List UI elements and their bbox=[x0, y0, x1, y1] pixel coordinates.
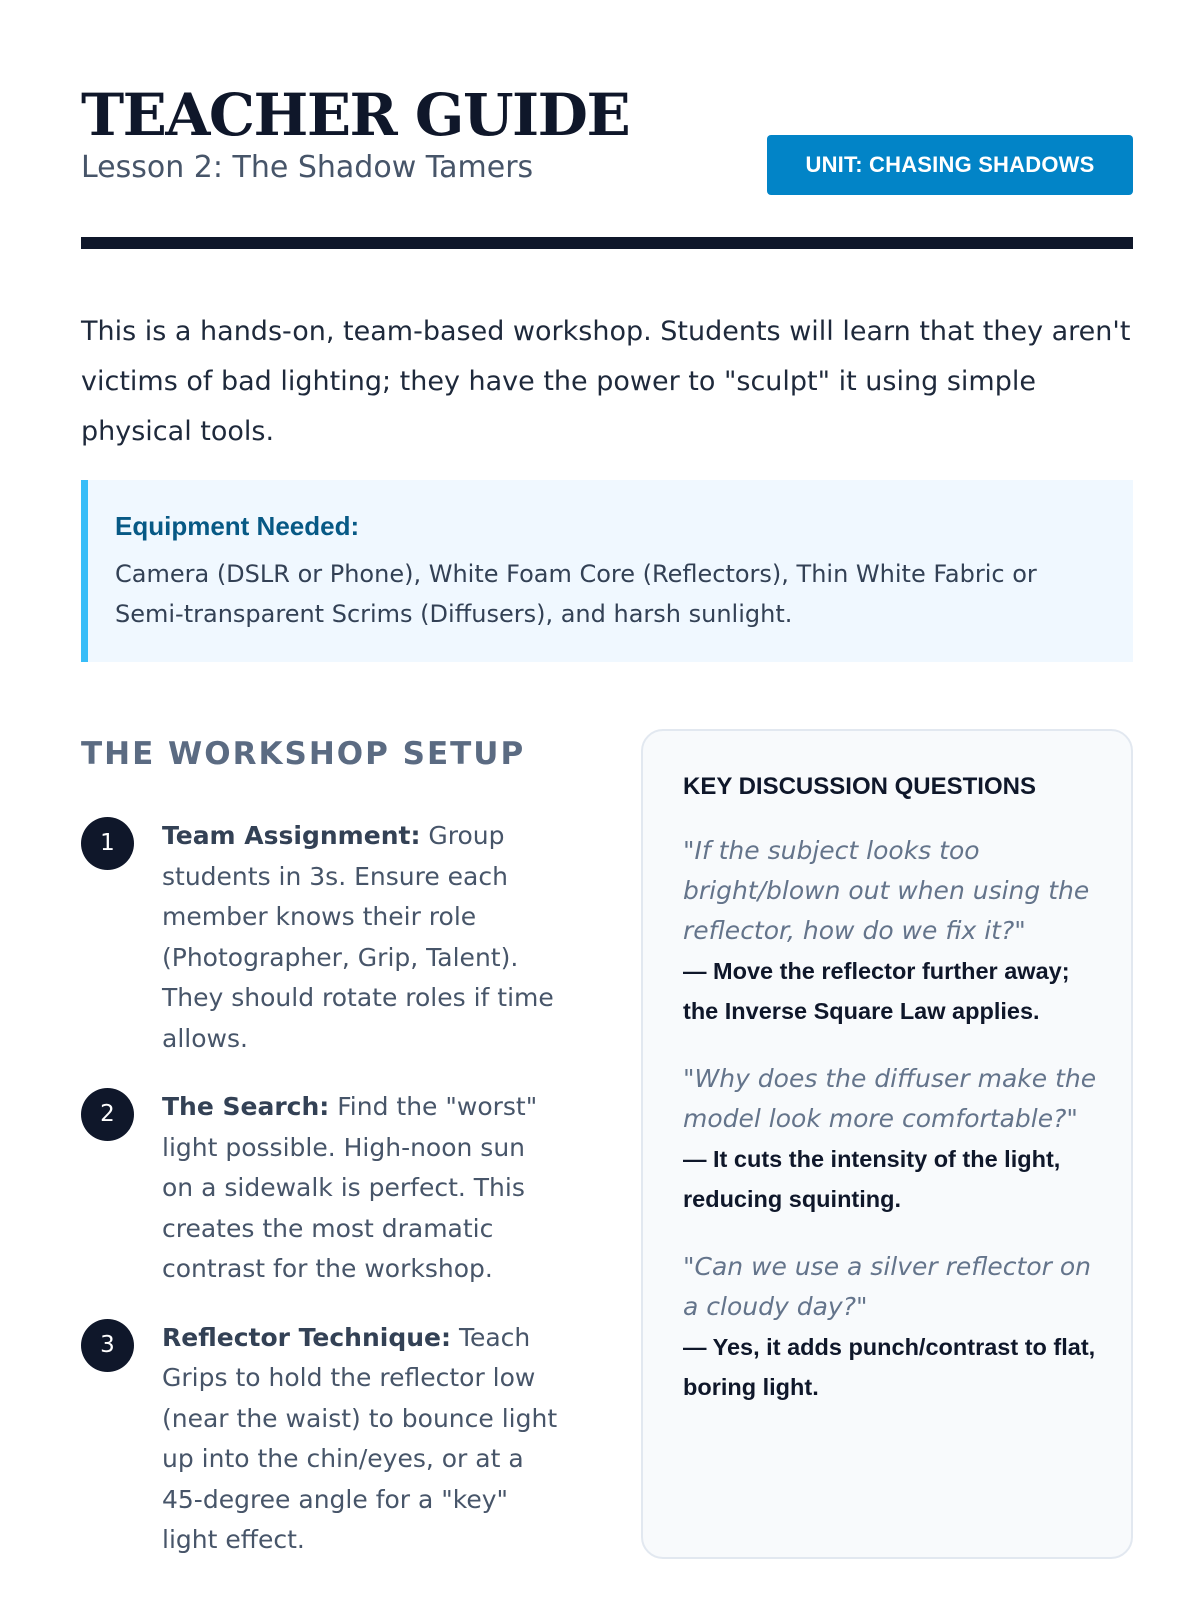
step-number-badge: 2 bbox=[81, 1088, 134, 1141]
setup-steps bbox=[81, 816, 561, 1561]
teacher-guide-page bbox=[81, 81, 1133, 1554]
setup-title: THE WORKSHOP SETUP bbox=[81, 736, 526, 772]
lesson-subtitle: Lesson 2: The Shadow Tamers bbox=[81, 150, 534, 185]
question-text: "Why does the diffuser make the model look more comfortable?" bbox=[683, 1064, 1097, 1133]
workshop-setup-section bbox=[81, 734, 561, 1589]
step-label: Team Assignment: bbox=[162, 821, 421, 850]
question-item-1 bbox=[683, 831, 1101, 1031]
header bbox=[81, 82, 1133, 232]
intro-paragraph: This is a hands-on, team-based workshop. Students will learn that they aren't victims of bad lighting; they have the power to "sculpt" it using simple physical tools. bbox=[81, 316, 1131, 447]
step-text: Group students in 3s. Ensure each member knows their role (Photographer, Grip, Talent). They should rotate roles if time allows. bbox=[162, 821, 554, 1053]
step-text: Find the "worst" light possible. High-noon sun on a sidewalk is perfect. This creates the most dramatic contrast for the workshop. bbox=[162, 1092, 538, 1283]
step-item-1 bbox=[81, 816, 561, 1059]
step-number-badge: 1 bbox=[81, 817, 134, 870]
question-answer: — Yes, it adds punch/contrast to flat, boring light. bbox=[683, 1334, 1096, 1400]
discussion-questions-card bbox=[641, 729, 1133, 1559]
unit-badge: UNIT: CHASING SHADOWS bbox=[767, 135, 1133, 195]
question-text: "If the subject looks too bright/blown out when using the reflector, how do we fix it?" bbox=[683, 836, 1090, 945]
question-item-3 bbox=[683, 1247, 1101, 1407]
equipment-callout bbox=[81, 480, 1133, 662]
question-answer: — Move the reflector further away; the Inverse Square Law applies. bbox=[683, 958, 1070, 1024]
step-label: The Search: bbox=[162, 1092, 330, 1121]
equipment-title: Equipment Needed: bbox=[115, 511, 360, 541]
question-answer: — It cuts the intensity of the light, reducing squinting. bbox=[683, 1146, 1061, 1212]
step-text: Teach Grips to hold the reflector low (near the waist) to bounce light up into the chin/eyes, or at a 45-degree angle for a "key" light effect. bbox=[162, 1322, 558, 1554]
question-text: "Can we use a silver reflector on a cloudy day?" bbox=[683, 1252, 1092, 1321]
step-label: Reflector Technique: bbox=[162, 1322, 451, 1352]
step-number-badge: 3 bbox=[81, 1319, 134, 1372]
page-title: TEACHER GUIDE bbox=[81, 81, 630, 149]
step-item-3 bbox=[81, 1318, 561, 1561]
step-item-2 bbox=[81, 1087, 561, 1290]
questions-title: KEY DISCUSSION QUESTIONS bbox=[683, 773, 1036, 800]
question-item-2 bbox=[683, 1059, 1101, 1219]
header-divider bbox=[81, 237, 1133, 249]
equipment-text: Camera (DSLR or Phone), White Foam Core (Reflectors), Thin White Fabric or Semi-transparent Scrims (Diffusers), and harsh sunlight. bbox=[115, 560, 1037, 628]
